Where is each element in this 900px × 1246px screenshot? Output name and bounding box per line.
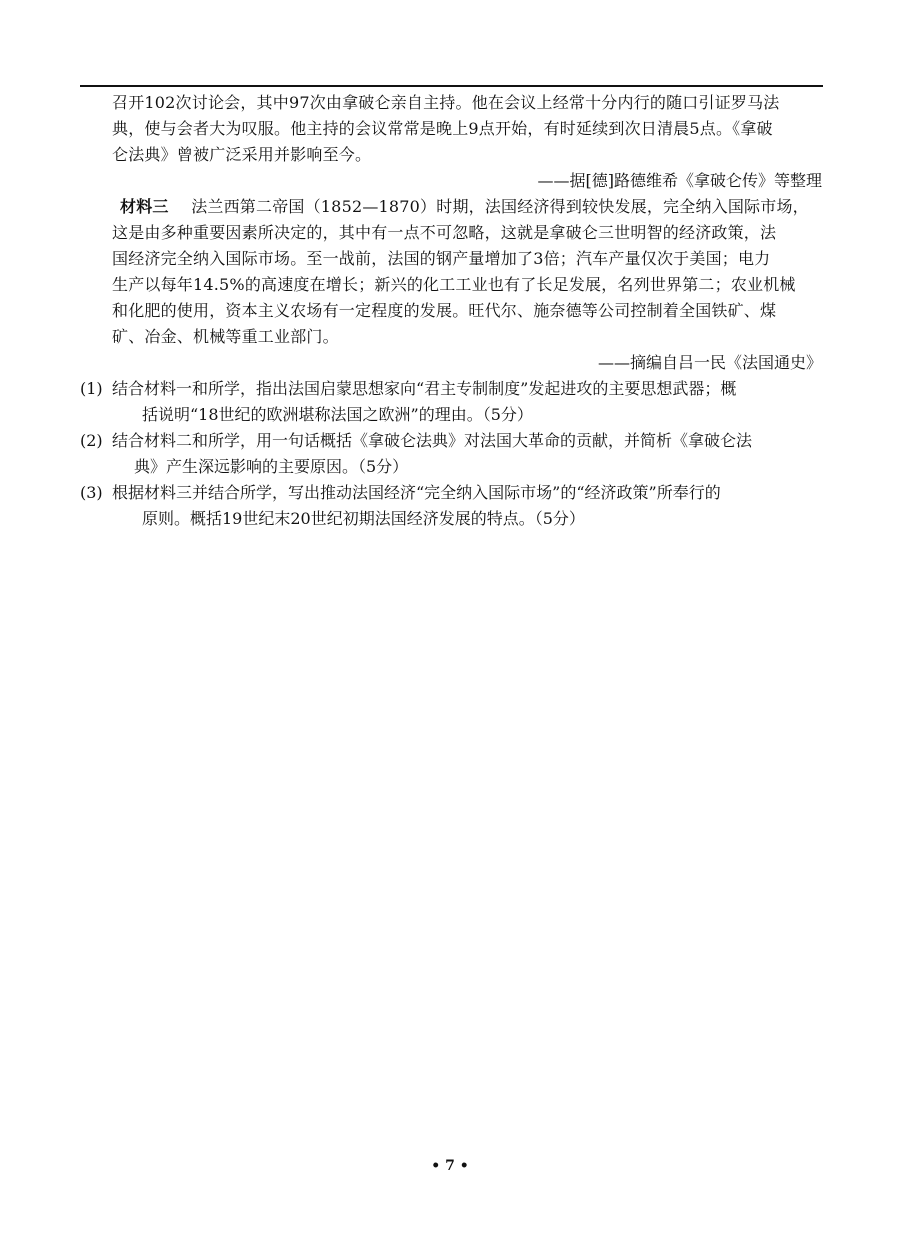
passage2-line: 召开102次讨论会，其中97次由拿破仑亲自主持。他在会议上经常十分内行的随口引证罗马法 bbox=[112, 93, 780, 112]
question-text: 原则。概括19世纪末20世纪初期法国经济发展的特点。（5分） bbox=[142, 509, 585, 528]
passage3-line: 法兰西第二帝国（1852—1870）时期，法国经济得到较快发展，完全纳入国际市场， bbox=[191, 197, 809, 216]
passage2-line: 仑法典》曾被广泛采用并影响至今。 bbox=[112, 145, 372, 164]
passage3-label: 材料三 bbox=[120, 197, 169, 216]
question-text: 结合材料二和所学，用一句话概括《拿破仑法典》对法国大革命的贡献，并简析《拿破仑法 bbox=[112, 431, 753, 450]
question-text: 括说明“18世纪的欧洲堪称法国之欧洲”的理由。（5分） bbox=[142, 405, 533, 424]
question-number: (1) bbox=[80, 379, 103, 398]
passage3-line: 矿、冶金、机械等重工业部门。 bbox=[112, 327, 339, 346]
question-number: (3) bbox=[80, 483, 103, 502]
page-content bbox=[80, 90, 822, 532]
passage3-line: 国经济完全纳入国际市场。至一战前，法国的钢产量增加了3倍；汽车产量仅次于美国；电力 bbox=[112, 249, 771, 268]
question-1 bbox=[80, 376, 822, 428]
passage3-line: 这是由多种重要因素所决定的，其中有一点不可忽略，这就是拿破仑三世明智的经济政策，法 bbox=[112, 223, 777, 242]
question-text: 结合材料一和所学，指出法国启蒙思想家向“君主专制制度”发起进攻的主要思想武器；概 bbox=[112, 379, 737, 398]
passage3-line: 生产以每年14.5%的高速度在增长；新兴的化工工业也有了长足发展，名列世界第二；农业机械 bbox=[112, 275, 796, 294]
passage2-source: ——据[德]路德维希《拿破仑传》等整理 bbox=[537, 171, 822, 190]
page-number: • 7 • bbox=[431, 1158, 469, 1174]
header-rule bbox=[80, 85, 823, 87]
question-text: 根据材料三并结合所学，写出推动法国经济“完全纳入国际市场”的“经济政策”所奉行的 bbox=[112, 483, 721, 502]
passage2-line: 典，使与会者大为叹服。他主持的会议常常是晚上9点开始，有时延续到次日清晨5点。《拿破 bbox=[112, 119, 773, 138]
passage3-source: ——摘编自吕一民《法国通史》 bbox=[597, 353, 822, 372]
question-number: (2) bbox=[80, 431, 103, 450]
passage3-first-line bbox=[112, 194, 822, 220]
passage3-line: 和化肥的使用，资本主义农场有一定程度的发展。旺代尔、施奈德等公司控制着全国铁矿、煤 bbox=[112, 301, 777, 320]
question-2 bbox=[80, 428, 822, 480]
question-3 bbox=[80, 480, 822, 532]
question-text: 典》产生深远影响的主要原因。（5分） bbox=[134, 457, 409, 476]
